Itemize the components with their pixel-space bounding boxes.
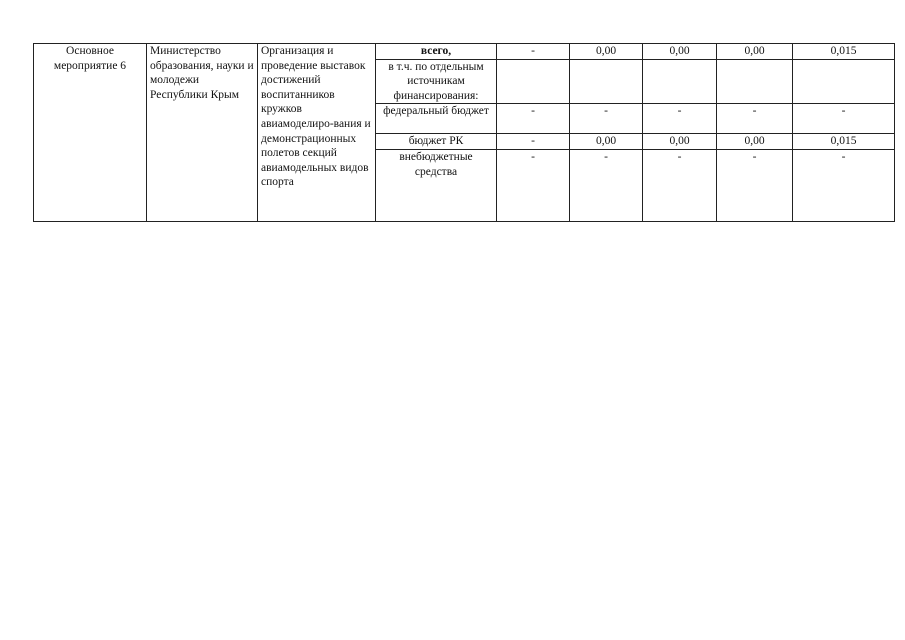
source-label-regional: бюджет РК — [376, 134, 497, 150]
value-cell: - — [570, 104, 643, 134]
value-cell: - — [497, 44, 570, 60]
value-cell: 0,00 — [570, 134, 643, 150]
value-cell — [793, 59, 895, 104]
description-cell: Организация и проведение выставок достижений воспитанников кружков авиамоделиро-вания и демонстрационных полетов секций авиамодельных видов спорта — [258, 44, 376, 222]
value-cell — [717, 59, 793, 104]
value-cell: - — [497, 104, 570, 134]
value-cell: 0,015 — [793, 44, 895, 60]
value-cell: - — [643, 104, 717, 134]
value-cell: - — [497, 149, 570, 221]
event-name-cell: Основное мероприятие 6 — [34, 44, 147, 222]
value-cell: 0,00 — [643, 44, 717, 60]
value-cell: - — [793, 149, 895, 221]
value-cell: 0,00 — [717, 44, 793, 60]
value-cell: - — [717, 149, 793, 221]
value-cell: - — [497, 134, 570, 150]
value-cell: - — [717, 104, 793, 134]
value-cell: 0,00 — [717, 134, 793, 150]
source-label-federal: федеральный бюджет — [376, 104, 497, 134]
source-label-extrabudgetary: внебюджетные средства — [376, 149, 497, 221]
value-cell — [570, 59, 643, 104]
value-cell: - — [643, 149, 717, 221]
financing-table — [33, 43, 895, 222]
value-cell: - — [570, 149, 643, 221]
value-cell — [497, 59, 570, 104]
value-cell: - — [793, 104, 895, 134]
value-cell: 0,015 — [793, 134, 895, 150]
source-label-breakdown: в т.ч. по отдельным источникам финансирования: — [376, 59, 497, 104]
value-cell — [643, 59, 717, 104]
table-row — [34, 44, 895, 60]
value-cell: 0,00 — [570, 44, 643, 60]
value-cell: 0,00 — [643, 134, 717, 150]
source-label-total: всего, — [376, 44, 497, 60]
executor-cell: Министерство образования, науки и молодежи Республики Крым — [147, 44, 258, 222]
